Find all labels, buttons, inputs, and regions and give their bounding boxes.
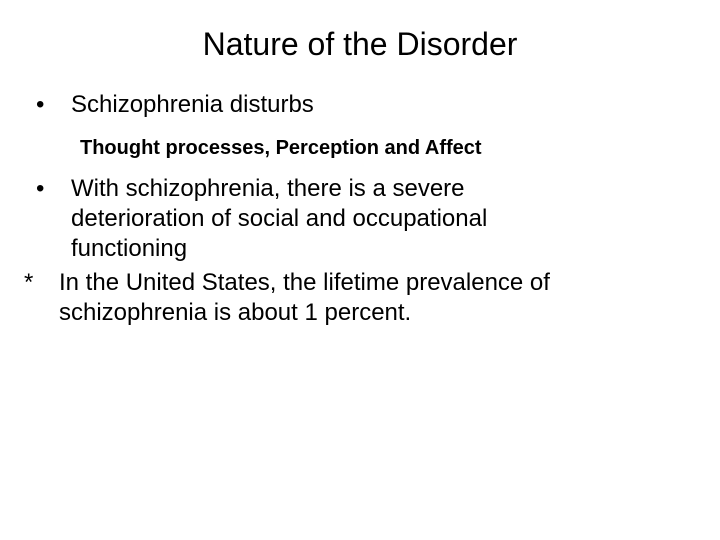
slide-title: Nature of the Disorder <box>202 26 518 62</box>
bullet-item <box>36 90 686 120</box>
slide-content <box>24 90 686 328</box>
bullet-text-line: With schizophrenia, there is a severe <box>71 175 465 202</box>
bullet-marker: • <box>36 175 45 202</box>
note-text-line: schizophrenia is about 1 percent. <box>59 299 412 326</box>
bullet-marker: • <box>36 91 45 118</box>
bullet-item <box>36 174 686 264</box>
bullet-text: Schizophrenia disturbs <box>71 91 314 118</box>
note-text-line: In the United States, the lifetime prevalence of <box>59 269 550 296</box>
note-marker: * <box>24 269 34 296</box>
subpoint-text: Thought processes, Perception and Affect <box>80 137 482 159</box>
bullet-text-line: functioning <box>71 235 188 262</box>
bullet-text-line: deterioration of social and occupational <box>71 205 488 232</box>
note-item <box>24 268 674 328</box>
